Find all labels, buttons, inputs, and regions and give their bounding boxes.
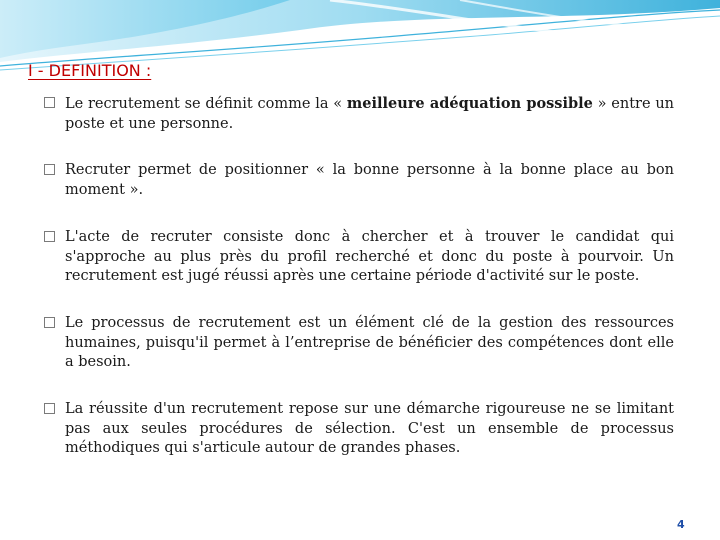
bullet-item — [44, 400, 674, 459]
bullet-text: La réussite d'un recrutement repose sur une démarche rigoureuse ne se limitant pas aux seules procédures de sélection. C'est un ensemble de processus méthodiques qui s'articule autour de grandes phases. — [65, 401, 674, 456]
checkbox-square-icon — [44, 164, 55, 175]
bullet-item — [44, 314, 674, 373]
bullet-item — [44, 94, 674, 134]
page-number: 4 — [677, 518, 685, 531]
bullet-text: Recruter permet de positionner « la bonne personne à la bonne place au bon moment ». — [65, 162, 674, 198]
checkbox-square-icon — [44, 403, 55, 414]
bullet-text: L'acte de recruter consiste donc à chercher et à trouver le candidat qui s'approche au plus près du profil recherché et donc du poste à pourvoir. Un recrutement est jugé réussi après une certaine période d'activité sur le poste. — [65, 229, 674, 284]
bullet-text: Le recrutement se définit comme la « meilleure adéquation possible » entre un poste et une personne. — [65, 95, 675, 132]
checkbox-square-icon — [44, 231, 55, 242]
bullet-text: Le processus de recrutement est un élément clé de la gestion des ressources humaines, puisqu'il permet à l’entreprise de bénéficier des compétences dont elle a besoin. — [65, 315, 674, 370]
checkbox-square-icon — [44, 97, 55, 108]
bullet-item — [44, 228, 674, 287]
bullet-emphasis: meilleure adéquation possible — [346, 95, 593, 112]
slide-title: I - DEFINITION : — [28, 61, 152, 80]
checkbox-square-icon — [44, 317, 55, 328]
bullet-item — [44, 161, 674, 200]
